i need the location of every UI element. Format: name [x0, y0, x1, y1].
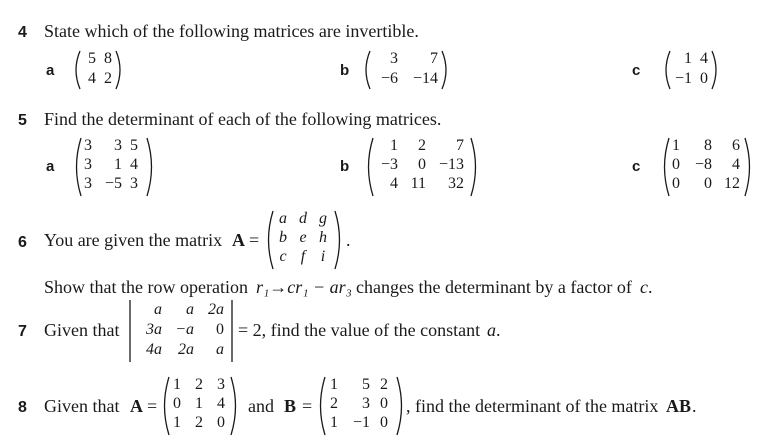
matrix-cell: 0: [418, 156, 426, 173]
matrix-cell: a: [186, 301, 194, 318]
q5-part-c-label: c: [632, 158, 641, 175]
q4-part-a-label: a: [46, 62, 55, 79]
matrix-cell: 4: [390, 175, 398, 192]
matrix-cell: 0: [380, 414, 388, 431]
q8-period: .: [692, 396, 697, 416]
matrix-cell: −3: [380, 156, 398, 173]
q8-matrix-a: [160, 376, 240, 436]
matrix-cell: a: [216, 341, 224, 358]
q4-matrix-a: [72, 50, 124, 90]
matrix-cell: 3: [84, 137, 92, 154]
matrix-cell: −a: [175, 321, 194, 338]
q8-matrix-b: [316, 376, 406, 436]
matrix-cell: 3a: [146, 321, 162, 338]
matrix-cell: 8: [704, 137, 712, 154]
matrix-cell: 0: [216, 321, 224, 338]
matrix-cell: c: [279, 248, 287, 265]
matrix-b-name: B: [284, 396, 297, 416]
matrix-cell: 32: [448, 175, 464, 192]
q6-matrix-a: [264, 210, 344, 270]
question-5-number: 5: [18, 112, 27, 129]
matrix-cell: 2: [195, 376, 203, 393]
matrix-cell: 1: [195, 395, 203, 412]
matrix-cell: 8: [104, 50, 112, 67]
matrix-cell: 7: [456, 137, 464, 154]
matrix-cell: −13: [438, 156, 464, 173]
factor-variable: c: [640, 277, 648, 297]
matrix-cell: 0: [173, 395, 181, 412]
matrix-cell: 5: [88, 50, 96, 67]
matrix-cell: 4a: [146, 341, 162, 358]
question-8-text: Given that: [44, 396, 120, 416]
q6-line2-period: .: [648, 277, 653, 297]
question-6-text: You are given the matrix: [44, 230, 223, 250]
matrix-cell: 0: [380, 395, 388, 412]
question-4-number: 4: [18, 24, 27, 41]
matrix-cell: 3: [390, 50, 398, 67]
question-6-line2-start: Show that the row operation: [44, 277, 248, 297]
question-8-text-end: , find the determinant of the matrix: [406, 396, 659, 416]
matrix-cell: 12: [724, 175, 740, 192]
q4-part-b-label: b: [340, 62, 350, 79]
equals-sign: =: [302, 396, 313, 416]
matrix-cell: 0: [217, 414, 225, 431]
matrix-cell: 2a: [178, 341, 194, 358]
equals-sign: =: [147, 396, 158, 416]
q6-period: .: [346, 230, 351, 250]
q7-determinant: [128, 300, 234, 362]
matrix-cell: 3: [217, 376, 225, 393]
matrix-cell: 4: [700, 50, 708, 67]
matrix-cell: −1: [352, 414, 370, 431]
question-5-text: Find the determinant of each of the following matrices.: [44, 109, 442, 129]
q5-part-b-label: b: [340, 158, 350, 175]
matrix-cell: f: [300, 248, 306, 265]
matrix-cell: 4: [732, 156, 740, 173]
matrix-cell: i: [320, 248, 326, 265]
matrix-cell: 11: [410, 175, 426, 192]
matrix-cell: 3: [362, 395, 370, 412]
matrix-cell: a: [154, 301, 162, 318]
matrix-cell: 7: [430, 50, 438, 67]
matrix-cell: 1: [330, 414, 338, 431]
matrix-cell: 3: [84, 175, 92, 192]
matrix-cell: 1: [684, 50, 692, 67]
matrix-cell: 2: [418, 137, 426, 154]
matrix-cell: 2a: [208, 301, 224, 318]
matrix-cell: 4: [130, 156, 138, 173]
matrix-cell: 6: [732, 137, 740, 154]
constant-variable: a: [487, 320, 496, 340]
matrix-cell: −8: [694, 156, 712, 173]
matrix-cell: g: [319, 210, 327, 227]
and-word: and: [248, 396, 274, 416]
matrix-cell: h: [319, 229, 327, 246]
question-6-number: 6: [18, 234, 27, 251]
question-7-text-end: = 2, find the value of the constant: [238, 320, 481, 340]
q5-matrix-c: [660, 137, 754, 197]
matrix-cell: 3: [114, 137, 122, 154]
product-ab: AB: [666, 396, 692, 416]
matrix-cell: 0: [672, 175, 680, 192]
q5-matrix-b: [364, 137, 480, 197]
question-7-text: Given that: [44, 320, 120, 340]
matrix-cell: 1: [390, 137, 398, 154]
matrix-cell: −5: [104, 175, 122, 192]
matrix-cell: 4: [88, 70, 96, 87]
matrix-cell: 2: [380, 376, 388, 393]
equals-sign: =: [249, 230, 260, 250]
matrix-a-name: A: [232, 230, 245, 250]
q5-part-a-label: a: [46, 158, 55, 175]
matrix-cell: 2: [330, 395, 338, 412]
matrix-cell: 1: [173, 414, 181, 431]
matrix-cell: 3: [130, 175, 138, 192]
matrix-cell: 1: [672, 137, 680, 154]
q7-period: .: [496, 320, 501, 340]
matrix-cell: −14: [412, 70, 438, 87]
matrix-cell: −1: [674, 70, 692, 87]
matrix-cell: 1: [330, 376, 338, 393]
matrix-cell: d: [299, 210, 307, 227]
matrix-cell: −6: [380, 70, 398, 87]
matrix-cell: 0: [700, 70, 708, 87]
matrix-cell: e: [299, 229, 307, 246]
matrix-cell: 2: [195, 414, 203, 431]
matrix-cell: 4: [217, 395, 225, 412]
q5-matrix-a: [72, 137, 156, 197]
matrix-cell: 2: [104, 70, 112, 87]
matrix-a-name: A: [130, 396, 143, 416]
q4-part-c-label: c: [632, 62, 641, 79]
matrix-cell: 1: [173, 376, 181, 393]
matrix-cell: 5: [130, 137, 138, 154]
matrix-cell: 0: [672, 156, 680, 173]
q4-matrix-c: [662, 50, 720, 90]
question-8-number: 8: [18, 399, 27, 416]
matrix-cell: 0: [704, 175, 712, 192]
matrix-cell: 5: [362, 376, 370, 393]
matrix-cell: 3: [84, 156, 92, 173]
q4-matrix-b: [362, 50, 450, 90]
matrix-cell: 1: [114, 156, 122, 173]
matrix-cell: a: [279, 210, 287, 227]
question-7-number: 7: [18, 323, 27, 340]
question-4-text: State which of the following matrices are invertible.: [44, 21, 419, 41]
row-operation: r₁→cr₁ − ar₃: [256, 277, 352, 297]
matrix-cell: b: [279, 229, 287, 246]
question-6-line2-end: changes the determinant by a factor of: [356, 277, 632, 297]
